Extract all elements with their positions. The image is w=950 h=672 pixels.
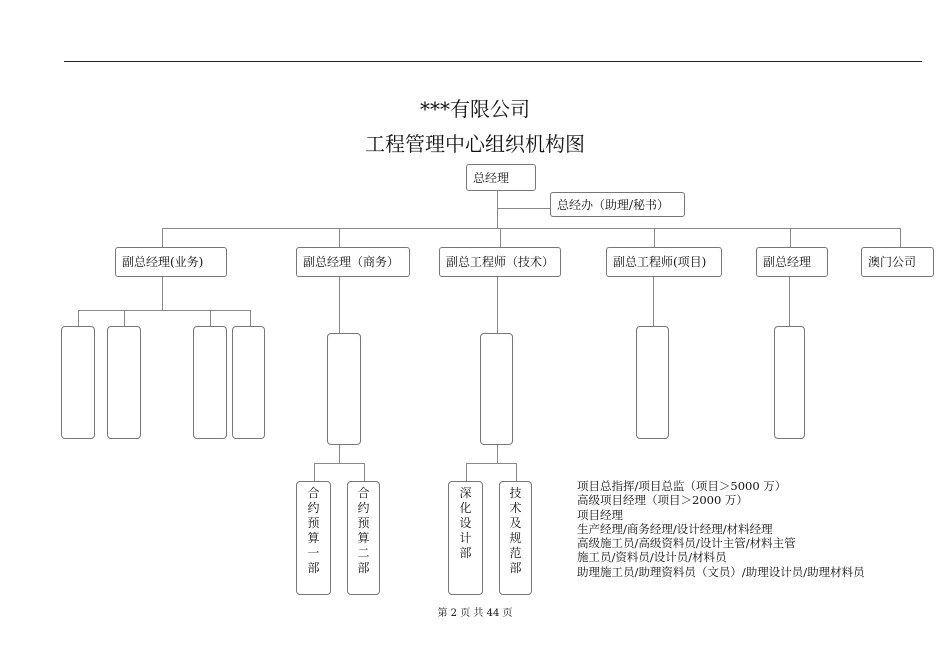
empty-department-box[interactable] <box>480 333 513 445</box>
node-gm-office[interactable]: 总经办（助理/秘书） <box>550 192 685 217</box>
dept-label-char: 技 <box>509 486 522 500</box>
connector <box>653 277 654 326</box>
dept-label-char: 规 <box>509 531 522 545</box>
empty-department-box[interactable] <box>327 333 361 445</box>
header-rule <box>64 61 922 62</box>
position-level: 施工员/资料员/设计员/材料员 <box>577 550 727 565</box>
node-chief-engineer-project[interactable]: 副总工程师(项目) <box>606 247 722 277</box>
page-footer: 第 2 页 共 44 页 <box>437 608 513 619</box>
dept-label-char: 部 <box>357 561 370 575</box>
empty-department-box[interactable] <box>107 326 141 439</box>
empty-department-box[interactable] <box>232 326 265 439</box>
node-macau-company[interactable]: 澳门公司 <box>861 247 934 277</box>
dept-label-char: 部 <box>509 561 522 575</box>
dept-label-char: 及 <box>509 516 522 530</box>
dept-label-char: 化 <box>459 501 472 515</box>
connector <box>162 277 163 310</box>
node-general-manager[interactable]: 总经理 <box>466 164 536 191</box>
dept-label-char: 设 <box>459 516 472 530</box>
node-vp[interactable]: 副总经理 <box>756 247 828 277</box>
empty-department-box[interactable] <box>774 326 805 439</box>
connector <box>364 463 365 481</box>
dept-label-char: 约 <box>307 501 320 515</box>
connector <box>466 463 467 481</box>
connector <box>250 310 251 326</box>
dept-label-char: 部 <box>459 546 472 560</box>
company-title: ***有限公司 <box>420 97 530 121</box>
dept-label-char: 深 <box>459 486 472 500</box>
connector <box>789 277 790 326</box>
dept-label-char: 部 <box>307 561 320 575</box>
connector <box>78 310 79 326</box>
connector <box>497 191 498 228</box>
connector <box>497 445 498 463</box>
connector <box>314 463 364 464</box>
dept-label-char: 算 <box>357 531 370 545</box>
dept-label-char: 合 <box>307 486 320 500</box>
connector <box>654 228 655 247</box>
dept-contract-budget-2[interactable] <box>347 481 380 595</box>
dept-deepening-design[interactable] <box>448 481 483 595</box>
position-level: 项目总指挥/项目总监（项目＞5000 万） <box>577 479 787 493</box>
connector <box>210 310 211 326</box>
connector <box>466 463 516 464</box>
node-vp-business[interactable]: 副总经理(业务) <box>115 247 227 277</box>
connector <box>339 228 340 247</box>
dept-contract-budget-1[interactable] <box>296 481 331 595</box>
node-vp-commerce[interactable]: 副总经理（商务） <box>296 247 410 277</box>
connector <box>900 228 901 247</box>
dept-label-char: 计 <box>459 531 472 545</box>
position-levels-list <box>577 479 865 579</box>
node-chief-engineer-tech[interactable]: 副总工程师（技术） <box>439 247 561 277</box>
dept-label-char: 合 <box>357 486 370 500</box>
dept-label-char: 算 <box>307 531 320 545</box>
dept-label-char: 预 <box>307 516 320 530</box>
position-level: 助理施工员/助理资料员（文员）/助理设计员/助理材料员 <box>577 564 865 579</box>
dept-label-char: 术 <box>509 501 522 515</box>
empty-department-box[interactable] <box>61 326 95 439</box>
dept-label-char: 约 <box>357 501 370 515</box>
position-level: 高级施工员/高级资料员/设计主管/材料主管 <box>577 536 796 551</box>
position-level: 项目经理 <box>577 507 623 522</box>
connector <box>497 277 498 333</box>
dept-label-char: 范 <box>509 546 522 560</box>
connector <box>516 463 517 481</box>
position-level: 生产经理/商务经理/设计经理/材料经理 <box>577 521 773 536</box>
connector <box>78 310 250 311</box>
connector <box>339 277 340 333</box>
connector <box>339 445 340 463</box>
dept-label-char: 二 <box>357 546 370 560</box>
position-level: 高级项目经理（项目＞2000 万） <box>577 493 748 508</box>
connector <box>314 463 315 481</box>
dept-tech-standards[interactable] <box>499 481 532 595</box>
empty-department-box[interactable] <box>636 326 669 439</box>
connector <box>500 228 501 247</box>
connector <box>790 228 791 247</box>
connector <box>124 310 125 326</box>
empty-department-box[interactable] <box>193 326 227 439</box>
connector <box>162 228 163 247</box>
dept-label-char: 一 <box>307 546 320 560</box>
chart-title: 工程管理中心组织机构图 <box>365 132 585 156</box>
connector <box>497 208 550 209</box>
dept-label-char: 预 <box>357 516 370 530</box>
